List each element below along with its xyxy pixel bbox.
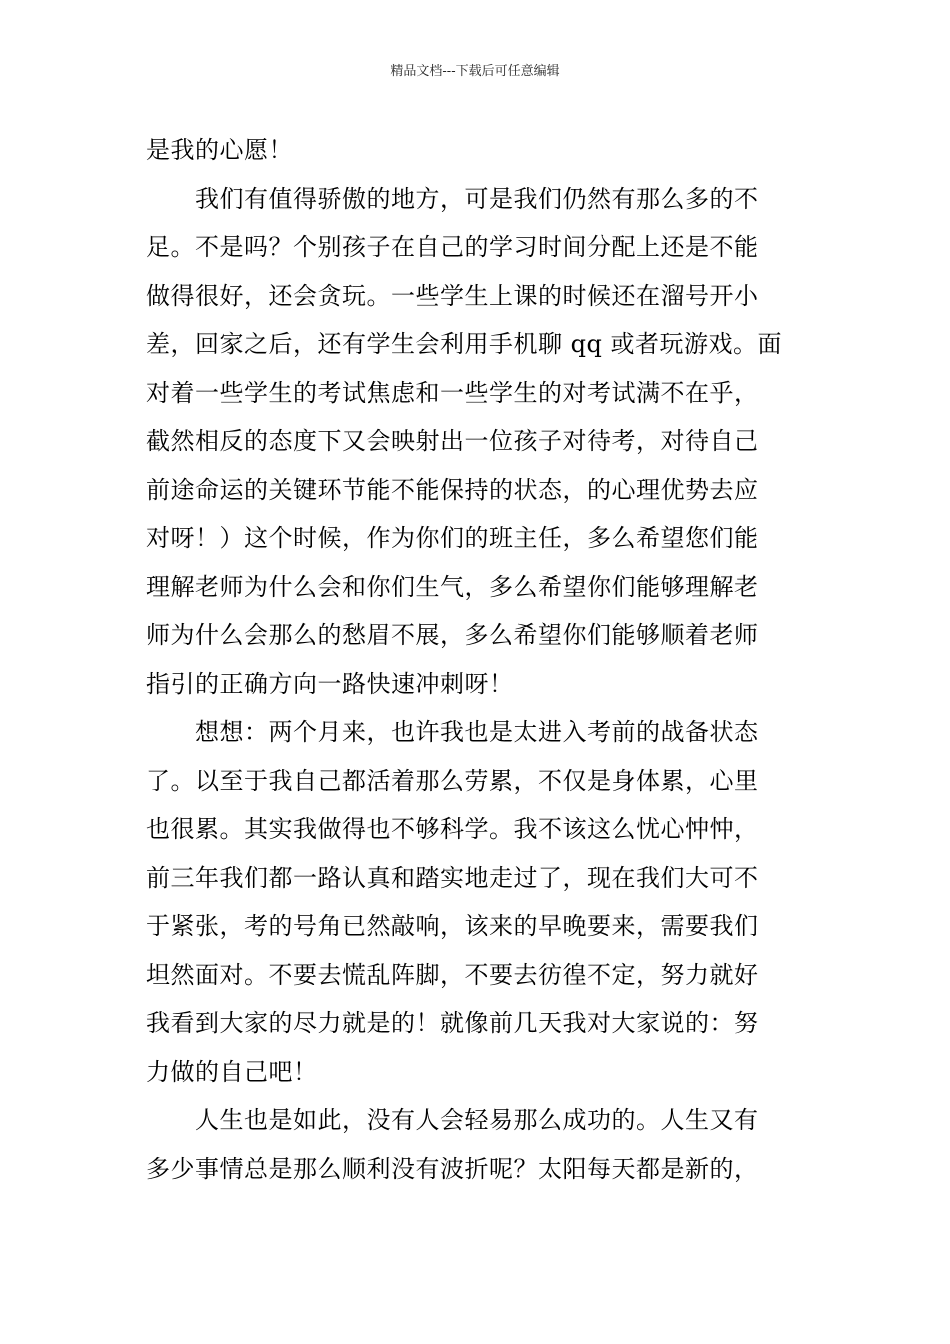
text-line: 理解老师为什么会和你们生气，多么希望你们能够理解老: [146, 572, 759, 601]
text-line: 也很累。其实我做得也不够科学。我不该这么忧心忡忡，: [146, 815, 759, 843]
text-line: 差，回家之后，还有学生会利用手机聊 qq 或者玩游戏。面: [146, 330, 782, 358]
text-line: 截然相反的态度下又会映射出一位孩子对待考，对待自己: [146, 427, 759, 455]
text-line: 想想：两个月来，也许我也是太进入考前的战备状态: [146, 718, 759, 746]
text-line: 做得很好，还会贪玩。一些学生上课的时候还在溜号开小: [146, 281, 759, 310]
text-line: 师为什么会那么的愁眉不展，多么希望你们能够顺着老师: [146, 621, 759, 649]
text-line: 前三年我们都一路认真和踏实地走过了，现在我们大可不: [146, 863, 759, 892]
text-line: 指引的正确方向一路快速冲刺呀！: [146, 669, 514, 698]
text-line: 是我的心愿！: [146, 136, 293, 164]
text-line: 人生也是如此，没有人会轻易那么成功的。人生又有: [146, 1106, 759, 1134]
text-line: 前途命运的关键环节能不能保持的状态，的心理优势去应: [146, 475, 759, 504]
document-body: [146, 126, 808, 1193]
text-line: 我看到大家的尽力就是的！就像前几天我对大家说的：努: [146, 1009, 759, 1037]
text-line: 坦然面对。不要去慌乱阵脚，不要去彷徨不定，努力就好: [146, 960, 759, 989]
text-line: 对呀！）这个时候，作为你们的班主任，多么希望您们能: [146, 524, 759, 552]
text-line: 多少事情总是那么顺利没有波折呢？太阳每天都是新的，: [146, 1154, 759, 1183]
text-line: 了。以至于我自己都活着那么劳累，不仅是身体累，心里: [146, 766, 759, 795]
text-line: 我们有值得骄傲的地方，可是我们仍然有那么多的不: [146, 184, 759, 213]
page-header: 精品文档---下载后可任意编辑: [390, 64, 560, 79]
text-line: 于紧张，考的号角已然敲响，该来的早晚要来，需要我们: [146, 912, 759, 940]
text-line: 力做的自己吧！: [146, 1057, 318, 1086]
text-line: 足。不是吗？个别孩子在自己的学习时间分配上还是不能: [146, 233, 759, 261]
text-line: 对着一些学生的考试焦虑和一些学生的对考试满不在乎，: [146, 378, 759, 407]
